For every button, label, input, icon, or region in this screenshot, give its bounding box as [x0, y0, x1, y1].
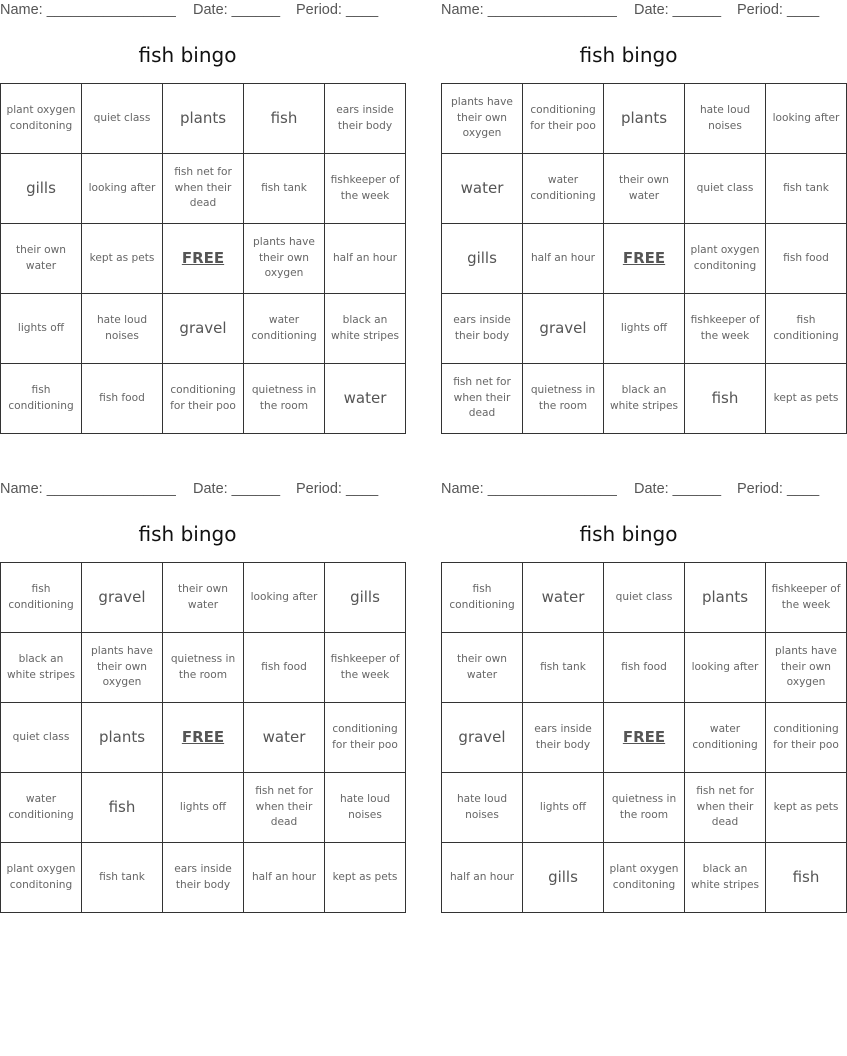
bingo-row — [1, 773, 406, 843]
bingo-cell: gills — [523, 843, 604, 913]
student-info-header — [0, 481, 379, 499]
bingo-cell: looking after — [82, 154, 163, 224]
bingo-cell: their own water — [163, 563, 244, 633]
name-field-label: Name: ________________ — [0, 481, 176, 497]
bingo-cell: ears inside their body — [523, 703, 604, 773]
bingo-row — [442, 154, 847, 224]
period-field-label: Period: ____ — [296, 2, 379, 18]
bingo-row — [442, 773, 847, 843]
bingo-cell: fish food — [766, 224, 847, 294]
bingo-cell: lights off — [604, 294, 685, 364]
bingo-cell: fish tank — [82, 843, 163, 913]
bingo-cell: fishkeeper of the week — [325, 633, 406, 703]
bingo-cell: kept as pets — [82, 224, 163, 294]
bingo-cell: fish net for when their dead — [442, 364, 523, 434]
bingo-cell: conditioning for their poo — [766, 703, 847, 773]
bingo-cell: gravel — [82, 563, 163, 633]
bingo-cell: fish — [244, 84, 325, 154]
bingo-cell: water conditioning — [244, 294, 325, 364]
bingo-cell: hate loud noises — [685, 84, 766, 154]
bingo-cell: hate loud noises — [442, 773, 523, 843]
card-title: fish bingo — [138, 522, 237, 546]
bingo-cell: fish tank — [523, 633, 604, 703]
bingo-cell: plants — [685, 563, 766, 633]
bingo-cell: half an hour — [244, 843, 325, 913]
bingo-cell: looking after — [685, 633, 766, 703]
bingo-cell: plants — [163, 84, 244, 154]
date-field-label: Date: ______ — [193, 481, 281, 497]
bingo-grid — [0, 562, 406, 913]
bingo-row — [442, 633, 847, 703]
bingo-cell: plants have their own oxygen — [766, 633, 847, 703]
date-field-label: Date: ______ — [634, 481, 722, 497]
bingo-row — [1, 294, 406, 364]
bingo-row — [1, 703, 406, 773]
bingo-cell: gravel — [442, 703, 523, 773]
bingo-cell: fish net for when their dead — [163, 154, 244, 224]
bingo-cell: quiet class — [604, 563, 685, 633]
bingo-cell: half an hour — [523, 224, 604, 294]
period-field-label: Period: ____ — [737, 2, 820, 18]
bingo-row — [442, 843, 847, 913]
bingo-row — [442, 563, 847, 633]
student-info-header — [441, 2, 820, 20]
bingo-card-1 — [0, 0, 400, 440]
bingo-cell: fishkeeper of the week — [766, 563, 847, 633]
bingo-cell: looking after — [766, 84, 847, 154]
bingo-cell: gills — [325, 563, 406, 633]
bingo-cell: half an hour — [442, 843, 523, 913]
bingo-cell: fishkeeper of the week — [325, 154, 406, 224]
bingo-cell: quiet class — [1, 703, 82, 773]
bingo-cell: lights off — [523, 773, 604, 843]
bingo-cell: water — [523, 563, 604, 633]
bingo-row — [442, 703, 847, 773]
bingo-row — [1, 154, 406, 224]
bingo-cell: fish conditioning — [442, 563, 523, 633]
bingo-cell: quiet class — [685, 154, 766, 224]
bingo-cell: ears inside their body — [325, 84, 406, 154]
bingo-cell: plants have their own oxygen — [244, 224, 325, 294]
bingo-cell: their own water — [1, 224, 82, 294]
bingo-row — [442, 224, 847, 294]
bingo-cell: water — [244, 703, 325, 773]
bingo-row — [1, 843, 406, 913]
period-field-label: Period: ____ — [296, 481, 379, 497]
bingo-cell: kept as pets — [325, 843, 406, 913]
bingo-card-3 — [0, 479, 400, 919]
bingo-cell: kept as pets — [766, 364, 847, 434]
bingo-cell: fish tank — [244, 154, 325, 224]
bingo-row — [1, 633, 406, 703]
bingo-row — [442, 294, 847, 364]
bingo-cell: conditioning for their poo — [523, 84, 604, 154]
bingo-cell: gills — [442, 224, 523, 294]
bingo-cell: gravel — [163, 294, 244, 364]
free-space-cell: FREE — [604, 703, 685, 773]
bingo-cell: plants have their own oxygen — [442, 84, 523, 154]
bingo-cell: half an hour — [325, 224, 406, 294]
bingo-cell: fish conditioning — [1, 563, 82, 633]
bingo-cell: black an white stripes — [604, 364, 685, 434]
bingo-cell: fish food — [82, 364, 163, 434]
bingo-cell: fish — [82, 773, 163, 843]
bingo-cell: plant oxygen conditoning — [1, 843, 82, 913]
bingo-card-2 — [441, 0, 840, 440]
bingo-cell: fishkeeper of the week — [685, 294, 766, 364]
bingo-cell: fish — [685, 364, 766, 434]
name-field-label: Name: ________________ — [0, 2, 176, 18]
bingo-cell: gills — [1, 154, 82, 224]
bingo-cell: ears inside their body — [163, 843, 244, 913]
free-space-cell: FREE — [604, 224, 685, 294]
bingo-row — [1, 364, 406, 434]
bingo-cell: lights off — [1, 294, 82, 364]
card-title: fish bingo — [138, 43, 237, 67]
bingo-cell: water conditioning — [523, 154, 604, 224]
bingo-row — [1, 563, 406, 633]
card-title: fish bingo — [579, 522, 678, 546]
bingo-cell: quietness in the room — [244, 364, 325, 434]
free-space-cell: FREE — [163, 224, 244, 294]
bingo-row — [442, 84, 847, 154]
bingo-cell: plant oxygen conditoning — [685, 224, 766, 294]
bingo-cell: gravel — [523, 294, 604, 364]
bingo-cell: fish — [766, 843, 847, 913]
bingo-cell: hate loud noises — [82, 294, 163, 364]
bingo-cell: ears inside their body — [442, 294, 523, 364]
bingo-cell: black an white stripes — [1, 633, 82, 703]
bingo-cell: fish conditioning — [1, 364, 82, 434]
bingo-cell: their own water — [442, 633, 523, 703]
bingo-cell: fish conditioning — [766, 294, 847, 364]
bingo-cell: hate loud noises — [325, 773, 406, 843]
bingo-grid — [0, 83, 406, 434]
bingo-row — [442, 364, 847, 434]
bingo-cell: plant oxygen conditoning — [1, 84, 82, 154]
period-field-label: Period: ____ — [737, 481, 820, 497]
bingo-cell: plants — [82, 703, 163, 773]
bingo-cell: quietness in the room — [523, 364, 604, 434]
bingo-cell: quietness in the room — [604, 773, 685, 843]
bingo-cell: plant oxygen conditoning — [604, 843, 685, 913]
bingo-grid — [441, 83, 847, 434]
bingo-cell: fish net for when their dead — [244, 773, 325, 843]
bingo-cell: conditioning for their poo — [163, 364, 244, 434]
bingo-card-4 — [441, 479, 841, 919]
date-field-label: Date: ______ — [634, 2, 722, 18]
name-field-label: Name: ________________ — [441, 481, 617, 497]
bingo-cell: water conditioning — [1, 773, 82, 843]
bingo-cell: quiet class — [82, 84, 163, 154]
bingo-grid — [441, 562, 847, 913]
bingo-cell: kept as pets — [766, 773, 847, 843]
bingo-cell: conditioning for their poo — [325, 703, 406, 773]
date-field-label: Date: ______ — [193, 2, 281, 18]
bingo-cell: fish tank — [766, 154, 847, 224]
bingo-cell: black an white stripes — [685, 843, 766, 913]
bingo-cell: fish net for when their dead — [685, 773, 766, 843]
bingo-cell: lights off — [163, 773, 244, 843]
bingo-cell: plants — [604, 84, 685, 154]
free-space-cell: FREE — [163, 703, 244, 773]
bingo-cell: quietness in the room — [163, 633, 244, 703]
bingo-row — [1, 224, 406, 294]
bingo-cell: water conditioning — [685, 703, 766, 773]
student-info-header — [441, 481, 820, 499]
card-title: fish bingo — [579, 43, 678, 67]
bingo-row — [1, 84, 406, 154]
bingo-cell: fish food — [604, 633, 685, 703]
bingo-cell: fish food — [244, 633, 325, 703]
bingo-cell: looking after — [244, 563, 325, 633]
bingo-cell: black an white stripes — [325, 294, 406, 364]
bingo-cell: water — [442, 154, 523, 224]
student-info-header — [0, 2, 379, 20]
name-field-label: Name: ________________ — [441, 2, 617, 18]
bingo-cell: water — [325, 364, 406, 434]
bingo-cell: plants have their own oxygen — [82, 633, 163, 703]
bingo-cell: their own water — [604, 154, 685, 224]
